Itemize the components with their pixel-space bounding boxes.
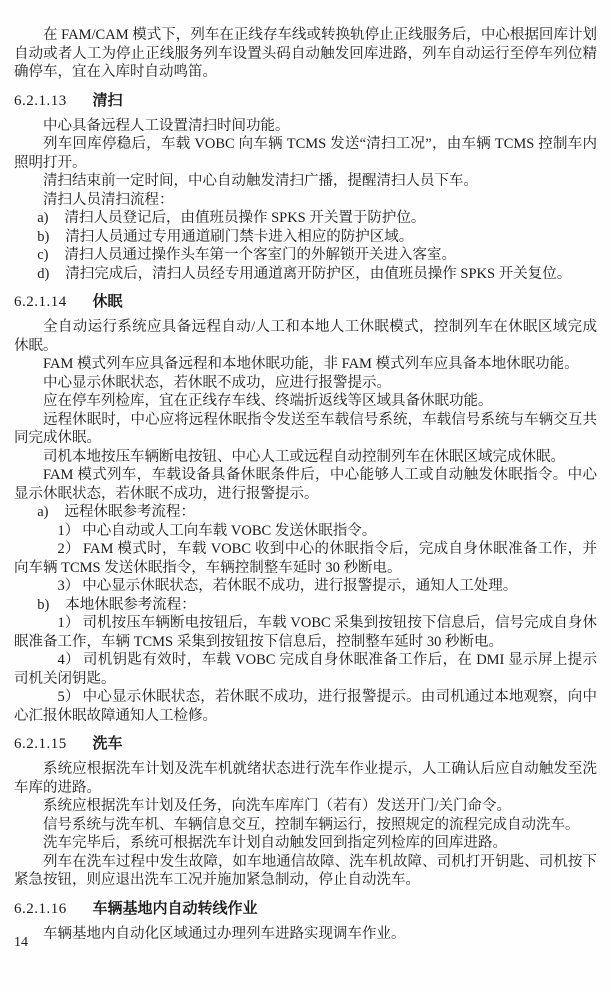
paragraph: 司机本地按压车辆断电按钮、中心人工或远程自动控制列车在休眠区域完成休眠。 (43, 448, 565, 465)
list-marker: b) (37, 228, 50, 245)
list-item: b) 清扫人员通过专用通道刷门禁卡进入相应的防护区域。 (37, 228, 414, 245)
list-marker: b) (37, 596, 50, 613)
section-title: 车辆基地内自动转线作业 (92, 899, 258, 917)
list-item: a) 清扫人员登记后，由值班员操作 SPKS 开关置于防护位。 (37, 210, 426, 226)
paragraph: 车辆基地内自动化区域通过办理列车进路实现调车作业。 (43, 925, 406, 942)
list-item: b) 本地休眠参考流程： (37, 596, 196, 613)
list-item: 5） 中心显示休眠状态，若休眠不成功，进行报警提示。由司机通过本地观察，向中心汇报休眠故障通知人工检修。 (14, 689, 598, 724)
paragraph: 洗车完毕后，系统可根据洗车计划自动触发回到指定列检库的回库进路。 (43, 835, 507, 851)
list-marker: 1） (57, 615, 80, 631)
paragraph: 中心具备远程人工设置清扫时间功能。 (43, 117, 290, 134)
list-marker: a) (37, 210, 49, 226)
section-title: 清扫 (92, 91, 123, 109)
paragraph: 清扫结束前一定时间，中心自动触发清扫广播，提醒清扫人员下车。 (43, 173, 478, 189)
paragraph: 应在停车列检库，宜在正线存车线、终端折返线等区域具备休眠功能。 (43, 393, 493, 409)
section-number: 6.2.1.15 (14, 736, 67, 752)
document-section (14, 898, 597, 944)
list-marker: 4） (57, 652, 80, 668)
list-marker: 5） (57, 689, 80, 705)
section-title: 洗车 (92, 735, 123, 752)
list-item: d) 清扫完成后，清扫人员经专用通道离开防护区，由值班员操作 SPKS 开关复位。 (37, 265, 572, 282)
list-marker: c) (37, 247, 49, 263)
paragraph: 中心显示休眠状态，若休眠不成功，应进行报警提示。 (43, 374, 391, 391)
intro-paragraph: 在 FAM/CAM 模式下，列车在正线存车线或转换轨停止正线服务后，中心根据回库计划自动或者人工为停止正线服务列车设置头码自动触发回库进路，列车自动运行至停车列位精确停车，宜在入库时自动鸣笛。 (14, 27, 597, 80)
list-item: 2） FAM 模式时，车载 VOBC 收到中心的休眠指令后，完成自身休眠准备工作，并向车辆 TCMS 发送休眠指令，车辆控制整车延时 30 秒断电。 (14, 541, 598, 576)
list-marker: a) (37, 504, 49, 520)
section-body (14, 117, 597, 284)
section-number: 6.2.1.13 (14, 92, 67, 109)
document-section (14, 291, 597, 725)
paragraph: FAM 模式列车，车载设备具备休眠条件后，中心能够人工或自动触发休眠指令。中心显示休眠状态，若休眠不成功，进行报警提示。 (14, 467, 597, 502)
paragraph: FAM 模式列车应具备远程和本地休眠功能，非 FAM 模式列车应具备本地休眠功能。 (43, 356, 579, 372)
paragraph: 系统应根据洗车计划及任务，向洗车库库门（若有）发送开门/关门命令。 (43, 798, 512, 814)
list-marker: 3） (57, 578, 80, 594)
list-marker: d) (37, 265, 50, 282)
list-marker: 1） (57, 522, 80, 539)
list-item: 4） 司机钥匙有效时，车载 VOBC 完成自身休眠准备工作后，在 DMI 显示屏上提示司机关闭钥匙。 (14, 652, 598, 687)
section-heading (14, 90, 597, 112)
document-section (14, 733, 597, 890)
section-title: 休眠 (92, 293, 123, 310)
section-body (14, 925, 597, 944)
list-item: 1） 司机按压车辆断电按钮后，车载 VOBC 采集到按钮按下信息后，信号完成自身休眠准备工作，车辆 TCMS 采集到按钮按下信息后，控制整车延时 30 秒断电。 (14, 615, 597, 650)
list-marker: 2） (57, 541, 81, 557)
list-item: 3） 中心显示休眠状态，若休眠不成功，进行报警提示，通知人工处理。 (57, 578, 518, 594)
paragraph: 全自动运行系统应具备远程自动/人工和本地人工休眠模式，控制列车在休眠区域完成休眠。 (14, 319, 597, 354)
paragraph: 信号系统与洗车机、车辆信息交互，控制车辆运行，按照规定的流程完成自动洗车。 (43, 816, 580, 833)
list-item: c) 清扫人员通过操作头车第一个客室门的外解锁开关进入客室。 (37, 247, 456, 263)
section-heading (14, 733, 597, 755)
list-item: a) 远程休眠参考流程： (37, 504, 195, 520)
section-body (14, 318, 597, 725)
paragraph: 清扫人员清扫流程： (43, 191, 174, 208)
page-number: 14 (14, 935, 28, 950)
document-section (14, 90, 597, 284)
list-item: 1） 中心自动或人工向车载 VOBC 发送休眠指令。 (57, 522, 377, 539)
section-number: 6.2.1.14 (14, 294, 67, 310)
paragraph: 列车回库停稳后，车载 VOBC 向车辆 TCMS 发送“清扫工况”，由车辆 TCMS 控制车内照明打开。 (14, 136, 597, 171)
section-number: 6.2.1.16 (14, 900, 67, 917)
sections-container (14, 90, 597, 944)
section-body (14, 760, 597, 890)
paragraph: 系统应根据洗车计划及洗车机就绪状态进行洗车作业提示，人工确认后应自动触发至洗车库的进路。 (14, 761, 597, 796)
section-heading (14, 291, 597, 313)
paragraph: 远程休眠时，中心应将远程休眠指令发送至车载信号系统，车载信号系统与车辆交互共同完成休眠。 (14, 411, 597, 446)
section-heading (14, 898, 597, 920)
paragraph: 列车在洗车过程中发生故障，如车地通信故障、洗车机故障、司机打开钥匙、司机按下紧急按钮，则应退出洗车工况并施加紧急制动，停止自动洗车。 (14, 853, 597, 888)
